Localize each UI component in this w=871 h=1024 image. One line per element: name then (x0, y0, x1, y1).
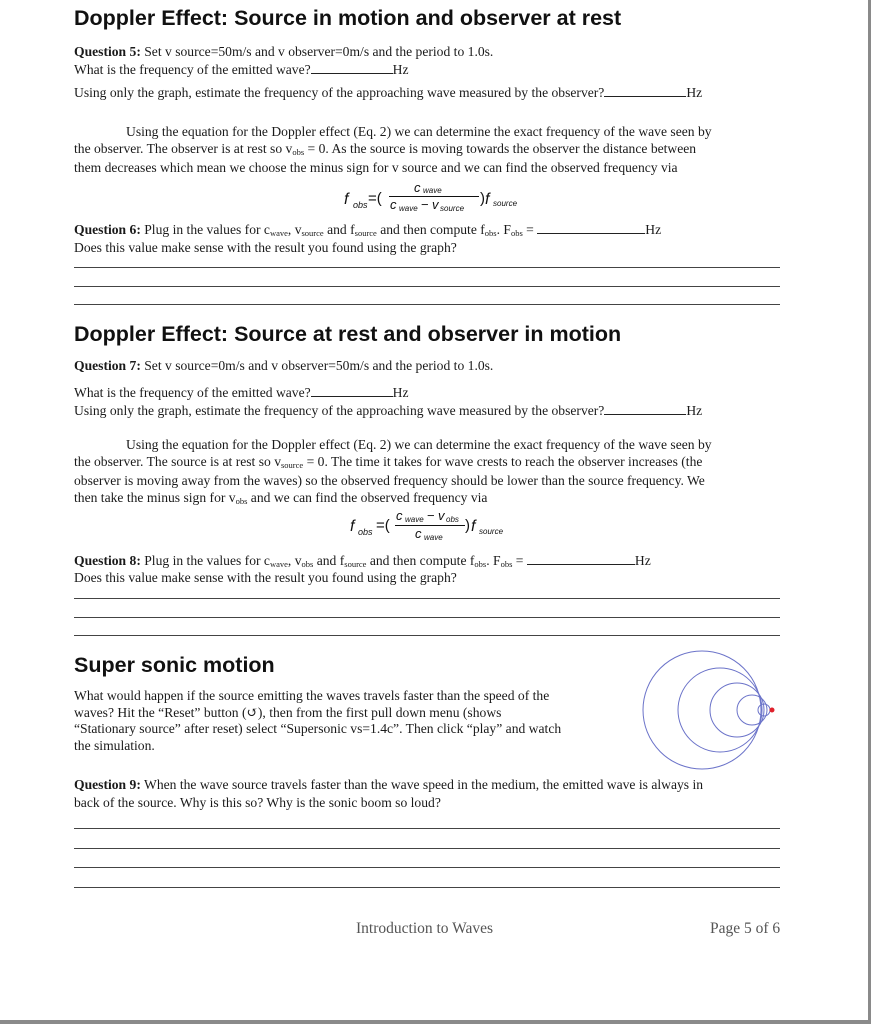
answer-blank[interactable] (604, 403, 686, 415)
answer-blank[interactable] (537, 222, 645, 234)
answer-line[interactable] (74, 635, 780, 636)
answer-blank[interactable] (311, 385, 393, 397)
question-6-sense-check: Does this value make sense with the result you found using the graph? (74, 240, 457, 255)
answer-blank[interactable] (311, 62, 393, 74)
question-9-line-2: back of the source. Why is this so? Why is the sonic boom so loud? (74, 795, 441, 810)
supersonic-wavefront-illustration (628, 648, 778, 772)
answer-line[interactable] (74, 828, 780, 829)
wave-source-dot (770, 708, 775, 713)
question-6: Question 6: Plug in the values for $c_{wave}$, $v_{source}$ and $f_{source}$ and then compute $f_{obs}$. $F_{obs} = Hz$ (74, 222, 662, 238)
wavefront-circle (643, 651, 761, 769)
section-title-observer-motion: Doppler Effect: Source at rest and observer in motion (74, 322, 622, 346)
answer-line[interactable] (74, 867, 780, 868)
question-7: Question 7: Set v source=0m/s and v observer=50m/s and the period to 1.0s. (74, 358, 494, 373)
answer-line[interactable] (74, 286, 780, 287)
answer-line[interactable] (74, 304, 780, 305)
question-8-sense-check: Does this value make sense with the result you found using the graph? (74, 570, 457, 585)
paragraph-source-motion: Using the equation for the Doppler effect (Eq. 2) we can determine the exact frequency of the wave seen by the observer. The observer is at rest so $v_{obs} = 0$. As the source is moving towards the observer the distance between them decreases which mean we choose the minus sign for v source and we can find the observed frequency via (74, 124, 712, 175)
answer-line[interactable] (74, 598, 780, 599)
footer-page-number: Page 5 of 6 (710, 920, 781, 937)
answer-line[interactable] (74, 848, 780, 849)
answer-blank[interactable] (527, 553, 635, 565)
page-edge-bottom (0, 1020, 871, 1024)
answer-line[interactable] (74, 617, 780, 618)
question-5-frequency: What is the frequency of the emitted wave? Hz (74, 62, 409, 77)
section-title-supersonic: Super sonic motion (74, 653, 275, 677)
answer-line[interactable] (74, 887, 780, 888)
answer-line[interactable] (74, 267, 780, 268)
paragraph-supersonic: What would happen if the source emitting the waves travels faster than the speed of the waves? Hit the “Reset” button (↺), then from the first pull down menu (shows “Stationary source” after reset) select “Supersonic vs=1.4c”. Then click “play” and watch the simulation. (74, 688, 562, 753)
question-7-frequency: What is the frequency of the emitted wave? Hz (74, 385, 409, 400)
question-5: Question 5: Set v source=50m/s and v observer=0m/s and the period to 1.0s. (74, 44, 494, 59)
section-title-source-motion: Doppler Effect: Source in motion and observer at rest (74, 6, 622, 30)
doppler-formula-1: f obs =( c wave c wave − v source ) f source (344, 180, 518, 213)
question-8: Question 8: Plug in the values for $c_{wave}$, $v_{obs}$ and $f_{source}$ and then compute $f_{obs}$. $F_{obs} = Hz$ (74, 553, 651, 569)
question-7-graph-estimate: Using only the graph, estimate the frequency of the approaching wave measured by the observer? Hz (74, 403, 703, 418)
doppler-formula-2: f obs =( c wave − v obs c wave ) f source (350, 508, 504, 542)
paragraph-observer-motion: Using the equation for the Doppler effect (Eq. 2) we can determine the exact frequency of the wave seen by the observer. The source is at rest so $v_{source} = 0$. The time it takes for wave crests to reach the observer increases (the observer is moving away from the waves) so the observed frequency should be lower than the source frequency. We then take the minus sign for $v_{obs}$ and we can find the observed frequency via (74, 437, 712, 506)
answer-blank[interactable] (604, 85, 686, 97)
question-5-graph-estimate: Using only the graph, estimate the frequency of the approaching wave measured by the observer? Hz (74, 85, 703, 100)
footer-document-title: Introduction to Waves (356, 920, 494, 937)
question-9: Question 9: When the wave source travels faster than the wave speed in the medium, the emitted wave is always in (74, 777, 704, 792)
wavefront-circle (678, 668, 762, 752)
